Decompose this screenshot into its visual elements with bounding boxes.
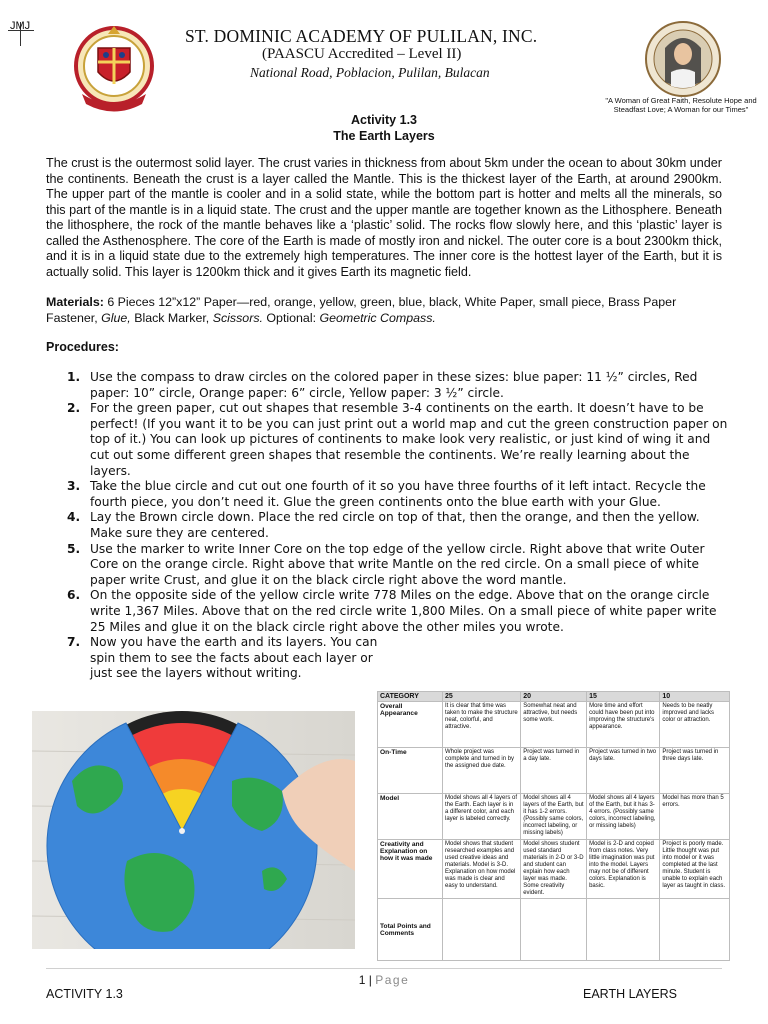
rubric-header-cell: 25	[443, 692, 521, 702]
rubric-cell	[443, 899, 521, 961]
rubric-cell	[521, 899, 587, 961]
rubric-row	[378, 748, 730, 794]
step-text: Use the marker to write Inner Core on the top edge of the yellow circle. Right above that write Outer Core on the orange circle. Right above that write Mantle on the red circle. On a small piece of white paper write Crust, and glue it on the black circle right above the word mantle.	[90, 541, 705, 587]
step-text: Lay the Brown circle down. Place the red circle on top of that, then the orange, and then the yellow. Make sure they are centered.	[90, 510, 700, 540]
rubric-row	[378, 899, 730, 961]
earth-model-photo	[32, 711, 355, 949]
procedures-heading: Procedures:	[46, 340, 119, 354]
procedure-steps	[46, 370, 728, 682]
rubric-cell: Model has more than 5 errors.	[660, 794, 730, 840]
accreditation: (PAASCU Accredited – Level II)	[262, 46, 462, 62]
rubric-row	[378, 702, 730, 748]
rubric-cell: Needs to be neatly improved and lacks color or attraction.	[660, 702, 730, 748]
page-number-line	[0, 973, 768, 987]
step-number: 3.	[67, 479, 81, 494]
rubric-cell: Somewhat neat and attractive, but needs some work.	[521, 702, 587, 748]
footer-divider	[46, 968, 722, 969]
activity-title: The Earth Layers	[333, 129, 435, 143]
step-text: Now you have the earth and its layers. You can spin them to see the facts about each layer or just see the layers without writing.	[90, 635, 378, 681]
rubric-category: Total Points and Comments	[378, 899, 443, 961]
rubric-cell: It is clear that time was taken to make the structure neat, colorful, and attractive.	[443, 702, 521, 748]
rubric-cell: Project was turned in two days late.	[587, 748, 660, 794]
materials-scissors: Scissors.	[212, 311, 263, 325]
earth-model-illustration	[32, 711, 355, 949]
procedure-step	[46, 401, 728, 479]
rubric-cell: Whole project was complete and turned in by the assigned due date.	[443, 748, 521, 794]
rubric-category: Creativity and Explanation on how it was made	[378, 840, 443, 899]
rubric-category: Overall Appearance	[378, 702, 443, 748]
rubric-header-cell: CATEGORY	[378, 692, 443, 702]
grading-rubric-table	[377, 691, 730, 961]
rubric-cell: More time and effort could have been put into improving the structure's appearance.	[587, 702, 660, 748]
school-seal-icon	[72, 24, 156, 114]
procedure-step	[46, 542, 728, 589]
procedure-step	[46, 588, 728, 635]
materials-optional-label: Optional:	[266, 311, 317, 325]
footer-left-label: ACTIVITY 1.3	[46, 987, 123, 1001]
patron-seal-icon	[635, 20, 731, 98]
rubric-category: Model	[378, 794, 443, 840]
step-number: 7.	[67, 635, 81, 650]
rubric-cell: Model is 2-D and copied from class notes. Very little imagination was put into the model. Layers may not be of different colors. Explanation is basic.	[587, 840, 660, 899]
step-number: 2.	[67, 401, 81, 416]
procedure-step	[46, 635, 390, 682]
rubric-row	[378, 840, 730, 899]
procedure-step	[46, 479, 728, 510]
activity-number: Activity 1.3	[350, 113, 417, 127]
materials-marker: Black Marker,	[134, 311, 210, 325]
school-address: National Road, Poblacion, Pulilan, Bulacan	[250, 65, 490, 80]
page-word: Page	[375, 973, 410, 987]
rubric-cell: Project was turned in three days late.	[660, 748, 730, 794]
rubric-header-cell: 15	[587, 692, 660, 702]
rubric-header-cell: 20	[521, 692, 587, 702]
materials-glue: Glue,	[101, 311, 131, 325]
rubric-category: On-Time	[378, 748, 443, 794]
procedure-step	[46, 510, 728, 541]
school-name: ST. DOMINIC ACADEMY OF PULILAN, INC.	[185, 26, 538, 46]
step-number: 5.	[67, 541, 81, 556]
rubric-cell: Model shows all 4 layers of the Earth, but it has 3-4 errors. (Possibly same colors, incorrect labeling, or missing labels)	[587, 794, 660, 840]
step-number: 4.	[67, 510, 81, 525]
rubric-row	[378, 794, 730, 840]
step-text: For the green paper, cut out shapes that resemble 3-4 continents on the earth. It doesn’t have to be perfect! (If you want it to be you can just print out a world map and cut the green construction paper on top of it.) You can look up pictures of continents to make look very realistic, or just kind of wing it and cut out some different green shapes that resemble the continents. We’re really learning about the layers.	[90, 401, 728, 478]
materials-list	[46, 294, 726, 326]
rubric-cell: Model shows that student researched examples and used creative ideas and materials. Model is 3-D. Explanation on how model was made is clear and easy to understand.	[443, 840, 521, 899]
rubric-cell	[660, 899, 730, 961]
step-number: 6.	[67, 588, 81, 603]
page-number: 1	[358, 973, 366, 987]
step-text: On the opposite side of the yellow circle write 778 Miles on the edge. Above that on the orange circle write 1,367 Miles. Above that on the red circle write 1,800 Miles. On a small piece of white paper write 25 Miles and glue it on the black circle right above the other miles you wrote.	[90, 588, 717, 634]
rubric-cell: Project is poorly made. Little thought was put into model or it was completed at the last minute. Student is unable to explain each layer as taught in class.	[660, 840, 730, 899]
activity-heading	[0, 112, 768, 144]
rubric-cell: Model shows all 4 layers of the Earth, but it has 1-2 errors. (Possibly same colors, incorrect labeling, or missing labels)	[521, 794, 587, 840]
step-number: 1.	[67, 370, 81, 384]
rubric-header-row	[378, 692, 730, 702]
rubric-cell: Model shows student used standard materials in 2-D or 3-D and student can explain how each layer was made. Some creativity evident.	[521, 840, 587, 899]
procedure-step	[46, 370, 728, 401]
intro-paragraph: The crust is the outermost solid layer. The crust varies in thickness from about 5km under the ocean to about 30km under the continents. Beneath the crust is a layer called the Mantle. This is the thickest layer of the Earth, at around 2900km. The upper part of the mantle is cooler and in a solid state, while the bottom part is hotter and melts all the minerals, so this part of the mantle is in a liquid state. The crust and the upper mantle are together known as the Lithosphere. Beneath the lithosphere, the rock of the mantle behaves like a ‘plastic’ solid. The rocks flow slowly here, and this ‘plastic’ layer is called the Asthenosphere. The core of the Earth is made of mostly iron and nickel. The outer core is a bout 2300km thick, and it is in a liquid state due to the extremely high temperatures. The inner core is the hottest layer of the Earth, but it is actually solid. This layer is 1200km thick and it gives Earth its magnetic field.	[46, 156, 722, 279]
page-separator: |	[365, 973, 376, 987]
rubric-cell: Model shows all 4 layers of the Earth. Each layer is in a different color, and each layer is labeled correctly.	[443, 794, 521, 840]
step-text: Use the compass to draw circles on the colored paper in these sizes: blue paper: 11 ½” circles, Red paper: 10” circle, Orange paper: 6” circle, Yellow paper: 3 ½” circle.	[90, 370, 698, 400]
materials-label: Materials:	[46, 295, 104, 309]
footer-right-label: EARTH LAYERS	[583, 987, 678, 1001]
rubric-header-cell: 10	[660, 692, 730, 702]
step-text: Take the blue circle and cut out one fourth of it so you have three fourths of it left intact. Recycle the fourth piece, you don’t need it. Glue the green continents onto the blue earth with your Glue.	[90, 479, 706, 509]
rubric-cell: Project was turned in a day late.	[521, 748, 587, 794]
rubric-cell	[587, 899, 660, 961]
materials-items: 6 Pieces 12”x12” Paper—red, orange, yellow, green, blue, black, White Paper, small piece, Brass Paper Fastener,	[46, 295, 677, 325]
school-motto: "A Woman of Great Faith, Resolute Hope and Steadfast Love; A Woman for our Times"	[605, 96, 757, 114]
corner-mark: JMJ	[10, 20, 31, 32]
materials-optional-item: Geometric Compass.	[319, 311, 436, 325]
